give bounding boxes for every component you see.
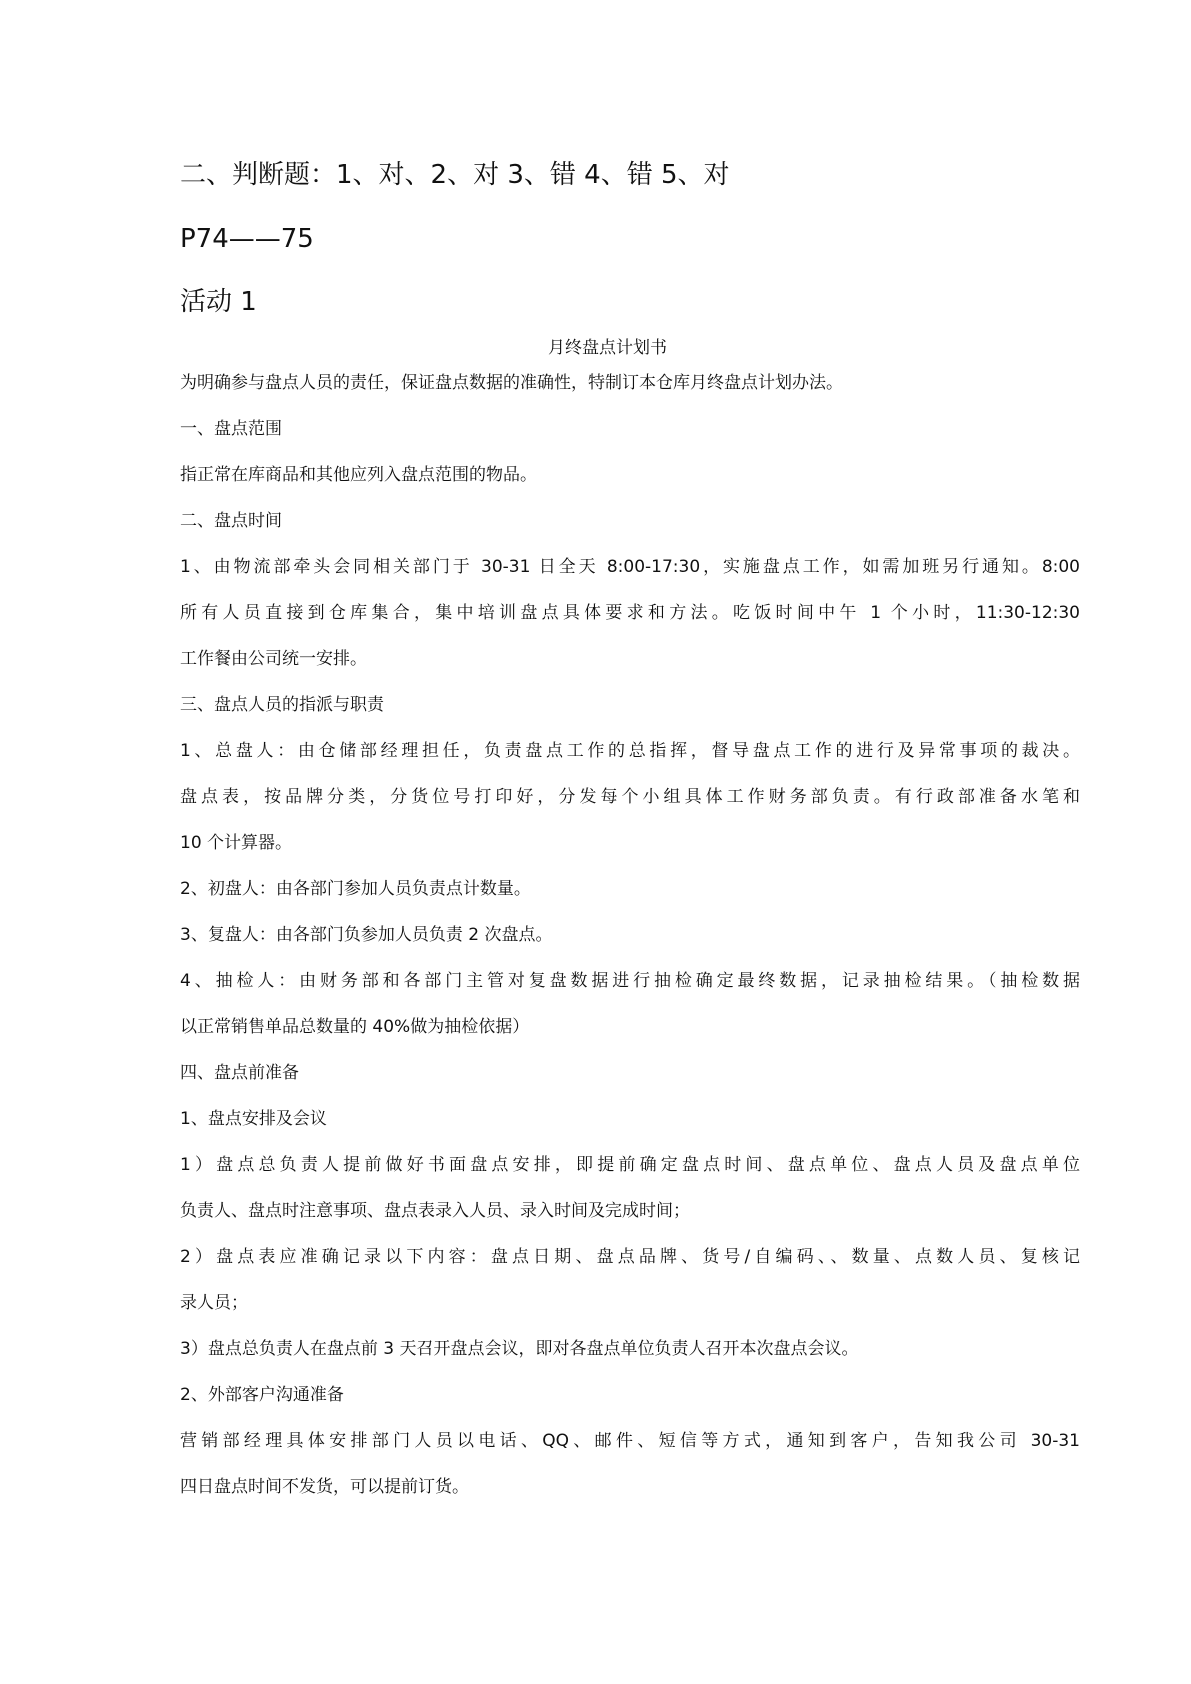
paragraph-meeting-line: 录人员； [180,1293,248,1313]
paragraph-customers-line: 四日盘点时间不发货，可以提前订货。 [180,1477,469,1497]
paragraph-time-line: 工作餐由公司统一安排。 [180,649,367,669]
subsection-heading-customers: 2、外部客户沟通准备 [180,1385,344,1405]
section-heading-scope: 一、盘点范围 [180,419,282,439]
section-heading-staff: 三、盘点人员的指派与职责 [180,695,384,715]
page-reference: P74——75 [180,224,314,254]
paragraph-meeting-line: 1）盘点总负责人提前做好书面盘点安排，即提前确定盘点时间、盘点单位、盘点人员及盘点单位 [180,1155,1080,1175]
subsection-heading-meeting: 1、盘点安排及会议 [180,1109,327,1129]
paragraph-staff-line: 1、总盘人：由仓储部经理担任，负责盘点工作的总指挥，督导盘点工作的进行及异常事项的裁决。 [180,741,1080,761]
activity-heading: 活动 1 [180,287,257,317]
plan-body [180,370,1080,1520]
section-heading-time: 二、盘点时间 [180,511,282,531]
paragraph-staff-line: 盘点表，按品牌分类，分货位号打印好，分发每个小组具体工作财务部负责。有行政部准备水笔和 [180,787,1080,807]
section-heading-preparation: 四、盘点前准备 [180,1063,299,1083]
paragraph-scope: 指正常在库商品和其他应列入盘点范围的物品。 [180,465,537,485]
paragraph-staff-line: 4、抽检人：由财务部和各部门主管对复盘数据进行抽检确定最终数据，记录抽检结果。（抽检数据 [180,971,1080,991]
paragraph-staff-line: 以正常销售单品总数量的 40%做为抽检依据） [180,1017,530,1037]
paragraph-intro: 为明确参与盘点人员的责任，保证盘点数据的准确性，特制订本仓库月终盘点计划办法。 [180,373,843,393]
paragraph-staff-line: 2、初盘人：由各部门参加人员负责点计数量。 [180,879,531,899]
paragraph-staff-line: 3、复盘人：由各部门负参加人员负责 2 次盘点。 [180,925,553,945]
plan-title: 月终盘点计划书 [548,338,667,358]
paragraph-staff-line: 10 个计算器。 [180,833,293,853]
paragraph-meeting-line: 3）盘点总负责人在盘点前 3 天召开盘点会议，即对各盘点单位负责人召开本次盘点会议。 [180,1339,859,1359]
paragraph-time-line: 所有人员直接到仓库集合，集中培训盘点具体要求和方法。吃饭时间中午 1 个小时，11:30-12:30 [180,603,1080,623]
paragraph-customers-line: 营销部经理具体安排部门人员以电话、QQ、邮件、短信等方式，通知到客户，告知我公司 30-31 [180,1431,1080,1451]
paragraph-meeting-line: 负责人、盘点时注意事项、盘点表录入人员、录入时间及完成时间； [180,1201,690,1221]
paragraph-time-line: 1、由物流部牵头会同相关部门于 30-31 日全天 8:00-17:30，实施盘点工作，如需加班另行通知。8:00 [180,557,1080,577]
judgement-answers: 二、判断题：1、对、2、对 3、错 4、错 5、对 [180,160,730,190]
paragraph-meeting-line: 2）盘点表应准确记录以下内容：盘点日期、盘点品牌、货号/自编码、、数量、点数人员、复核记 [180,1247,1080,1267]
